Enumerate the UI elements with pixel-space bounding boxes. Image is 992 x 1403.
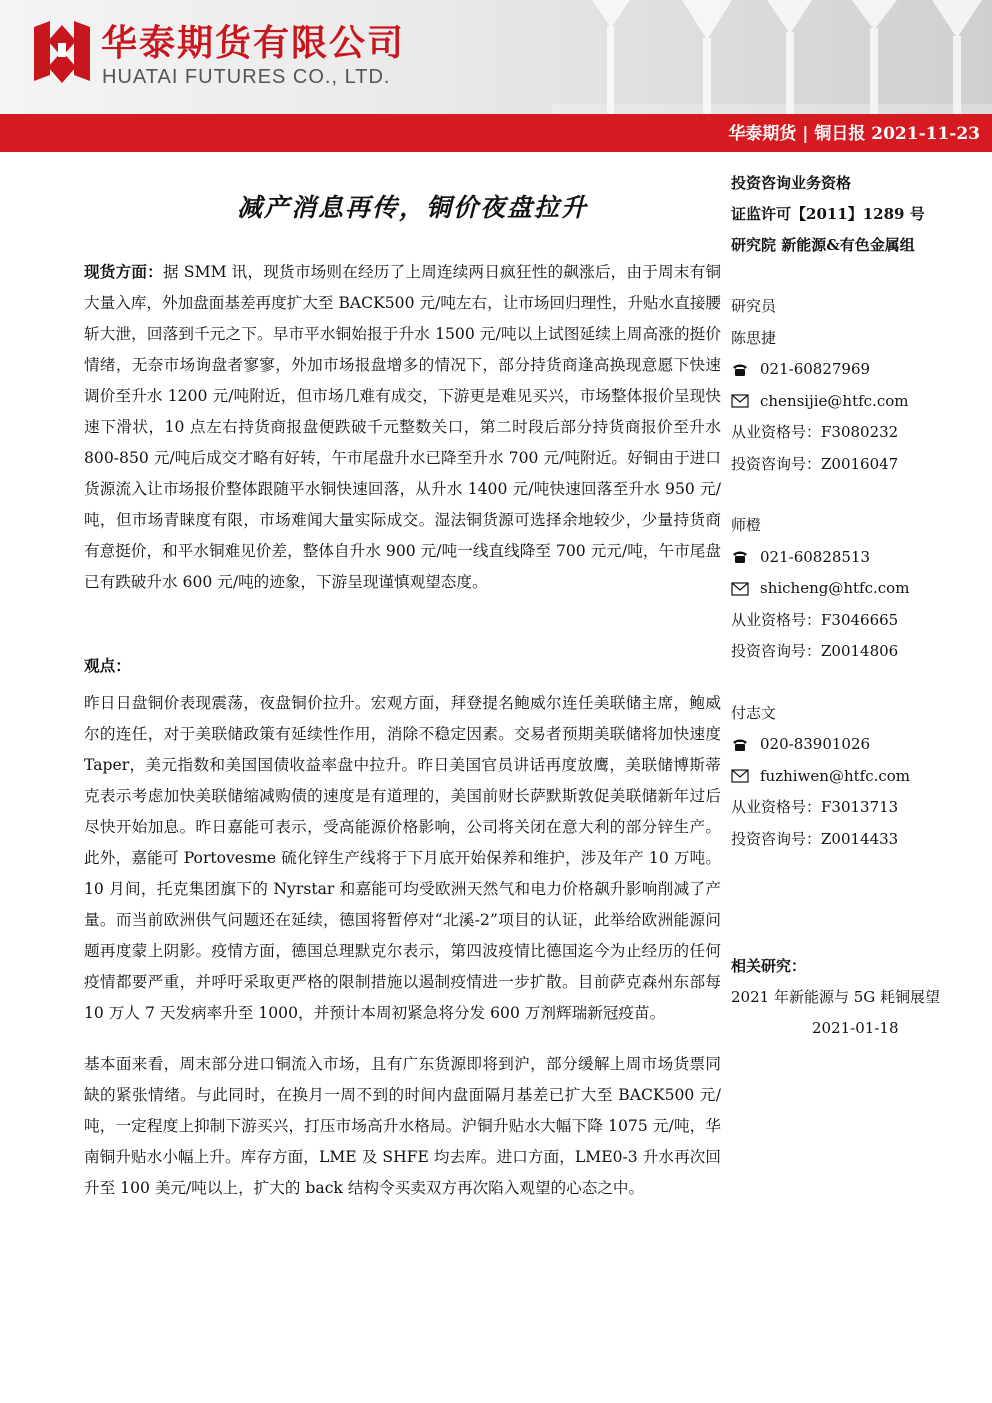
- analyst-practice-no: 从业资格号：F3080232: [731, 423, 899, 441]
- analyst-email[interactable]: shicheng@htfc.com: [760, 579, 910, 597]
- view-paragraph-1: 昨日日盘铜价表现震荡，夜盘铜价拉升。宏观方面，拜登提名鲍威尔连任美联储主席，鲍威尔的连任，对于美联储政策有延续性作用，消除不稳定因素。交易者预期美联储将加快速度 Taper，美元指数和美国国债收益率盘中拉升。昨日美国官员讲话再度放鹰，美联储博斯蒂克表示考虑加快美联储缩减购债的速度是有道理的，美国前财长萨默斯敦促美联储新年过后尽快开始加息。昨日嘉能可表示，受高能源价格影响，公司将关闭在意大利的部分锌生产。此外，嘉能可 Portovesme 硫化锌生产线将于下月底开始保养和维护，涉及年产 10 万吨。10 月间，托克集团旗下的 Nyrstar 和嘉能可均受欧洲天然气和电力价格飙升影响削减了产量。而当前欧洲供气问题还在延续，德国将暂停对“北溪-2”项目的认证，此举给欧洲能源问题再度蒙上阴影。疫情方面，德国总理默克尔表示，第四波疫情比德国迄今为止经历的任何疫情都要严重，并呼吁采取更严格的限制措施以遏制疫情进一步扩散。目前萨克森州东部每 10 万人 7 天发病率升至 1000，并预计本周初紧急将分发 600 万剂辉瑞新冠疫苗。: [84, 694, 721, 1022]
- company-name-en: HUATAI FUTURES CO., LTD.: [102, 66, 391, 88]
- phone-icon: [731, 738, 749, 752]
- sidebar: [731, 168, 971, 1044]
- decorative-pattern: [552, 0, 992, 114]
- analyst-phone: 021-60827969: [760, 360, 871, 378]
- analyst-name: 陈思捷: [731, 328, 777, 347]
- company-logo: [34, 21, 90, 87]
- analyst-phone-row: [731, 729, 971, 761]
- company-name-cn: 华泰期货有限公司: [101, 23, 406, 64]
- email-icon: [731, 582, 749, 596]
- report-tag: 华泰期货 | 铜日报 2021-11-23: [728, 124, 980, 144]
- view-heading: 观点：: [84, 656, 131, 675]
- phone-icon: [731, 550, 749, 564]
- phone-icon: [731, 363, 749, 377]
- analyst-email-row: [731, 386, 971, 418]
- qualification-title: 投资咨询业务资格: [731, 174, 852, 192]
- analyst-phone-row: [731, 542, 971, 574]
- main-content: [84, 160, 721, 1204]
- analyst-email-row: [731, 761, 971, 793]
- view-paragraph-2: 基本面来看，周末部分进口铜流入市场，且有广东货源即将到沪，部分缓解上周市场货票同缺的紧张情绪。与此同时，在换月一周不到的时间内盘面隔月基差已扩大至 BACK500 元/吨，一定程度上抑制下游买兴，打压市场高升水格局。沪铜升贴水大幅下降 1075 元/吨，华南铜升贴水小幅上升。库存方面，LME 及 SHFE 均去库。进口方面，LME0-3 升水再次回升至 100 美元/吨以上，扩大的 back 结构令买卖双方再次陷入观望的心态之中。: [84, 1055, 721, 1197]
- spot-paragraph: [84, 256, 721, 598]
- analyst-consult-no: 投资咨询号：Z0014433: [731, 829, 899, 848]
- header-banner: [0, 0, 992, 114]
- analyst-card: [731, 510, 971, 668]
- analyst-consult-no: 投资咨询号：Z0014806: [731, 642, 899, 660]
- analyst-email[interactable]: fuzhiwen@htfc.com: [760, 766, 911, 785]
- analyst-consult-no: 投资咨询号：Z0016047: [731, 454, 899, 473]
- header-divider: [0, 150, 992, 152]
- related-research-heading: 相关研究：: [731, 957, 807, 975]
- analyst-practice-no: 从业资格号：F3046665: [731, 610, 899, 629]
- analyst-phone: 021-60828513: [760, 547, 871, 566]
- related-research-date: 2021-01-18: [812, 1019, 899, 1037]
- analyst-email-row: [731, 573, 971, 605]
- analyst-practice-no: 从业资格号：F3013713: [731, 798, 899, 816]
- email-icon: [731, 394, 749, 408]
- license-number: 证监许可【2011】1289 号: [731, 205, 925, 223]
- analyst-role: 研究员: [731, 297, 777, 315]
- related-research-title[interactable]: 2021 年新能源与 5G 耗铜展望: [731, 988, 941, 1006]
- analyst-card: [731, 698, 971, 856]
- analyst-phone-row: [731, 354, 971, 386]
- email-icon: [731, 769, 749, 783]
- spot-label: 现货方面：: [84, 262, 163, 281]
- institute-group: 研究院 新能源&有色金属组: [731, 236, 915, 254]
- analyst-email[interactable]: chensijie@htfc.com: [760, 391, 909, 410]
- analyst-name: 师橙: [731, 516, 762, 534]
- analyst-name: 付志文: [731, 703, 777, 722]
- analyst-phone: 020-83901026: [760, 735, 871, 753]
- analyst-card: [731, 291, 971, 480]
- spot-text: 据 SMM 讯，现货市场则在经历了上周连续两日疯狂性的飙涨后，由于周末有铜大量入库，外加盘面基差再度扩大至 BACK500 元/吨左右，让市场回归理性，升贴水直接腰斩大泄，回落到千元之下。早市平水铜始报于升水 1500 元/吨以上试图延续上周高涨的挺价情绪，无奈市场询盘者寥寥，外加市场报盘增多的情况下，部分持货商逢高换现意愿下快速调价至升水 1200 元/吨附近，但市场几难有成交，下游更是难见买兴，市场整体报价呈现快速下滑状，10 点左右持货商报盘便跌破千元整数关口，第二时段后部分持货商报价至升水 800-850 元/吨后成交才略有好转，午市尾盘升水已降至升水 700 元/吨附近。好铜由于进口货源流入让市场报价整体跟随平水铜快速回落，从升水 1400 元/吨快速回落至升水 950 元/吨，但市场青睐度有限，市场难闻大量实际成交。湿法铜货源可选择余地较少，少量持货商有意挺价，和平水铜难见价差，整体自升水 900 元/吨一线直线降至 700 元元/吨，午市尾盘已有跌破升水 600 元/吨的迹象，下游呈现谨慎观望态度。: [84, 263, 722, 591]
- document-title: 减产消息再传，铜价夜盘拉升: [236, 193, 588, 222]
